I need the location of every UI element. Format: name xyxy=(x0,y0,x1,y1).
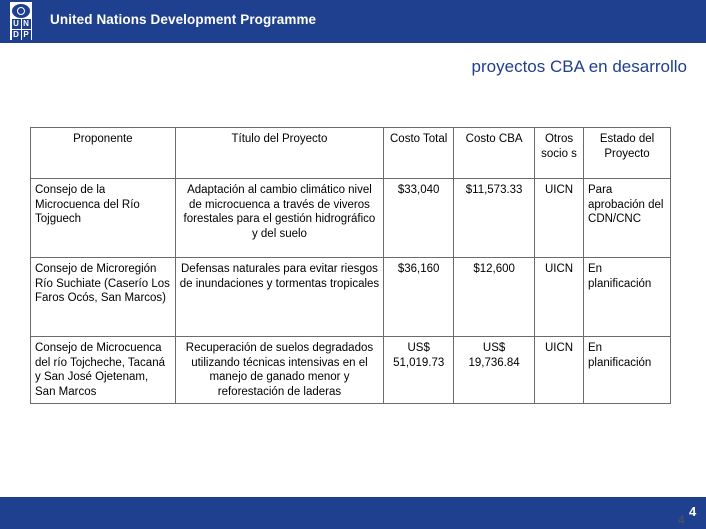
table-header-row xyxy=(31,128,671,179)
cell-titulo: Recuperación de suelos degradados utilizando técnicas intensivas en el manejo de ganado menor y reforestación de laderas xyxy=(175,337,383,404)
logo-letter: D xyxy=(13,30,19,39)
header-proponente: Proponente xyxy=(31,128,176,179)
page-number-shadow: 4 xyxy=(678,513,685,527)
cell-otros-socios: UICN xyxy=(535,258,584,337)
cell-otros-socios: UICN xyxy=(535,179,584,258)
logo-letter: U xyxy=(13,19,19,28)
cell-titulo: Defensas naturales para evitar riesgos de inundaciones y tormentas tropicales xyxy=(175,258,383,337)
un-emblem-icon xyxy=(12,4,30,18)
cell-estado: En planificación xyxy=(584,337,671,404)
undp-logo xyxy=(10,2,32,40)
header-estado: Estado del Proyecto xyxy=(584,128,671,179)
cell-costo-total: $36,160 xyxy=(384,258,454,337)
cell-costo-total: $33,040 xyxy=(384,179,454,258)
cell-costo-cba: US$ 19,736.84 xyxy=(454,337,535,404)
organization-name: United Nations Development Programme xyxy=(50,12,317,27)
header-costo-cba: Costo CBA xyxy=(454,128,535,179)
cell-proponente: Consejo de Microcuenca del río Tojcheche, Tacaná y San José Ojetenam, San Marcos xyxy=(31,337,176,404)
table-row xyxy=(31,337,671,404)
cell-costo-cba: $11,573.33 xyxy=(454,179,535,258)
header-bar xyxy=(0,0,706,43)
header-titulo: Título del Proyecto xyxy=(175,128,383,179)
cell-estado: En planificación xyxy=(584,258,671,337)
cell-costo-total: US$ 51,019.73 xyxy=(384,337,454,404)
table-row xyxy=(31,179,671,258)
cell-titulo: Adaptación al cambio climático nivel de microcuenca a través de viveros forestales para el gestión hidrográfico y del suelo xyxy=(175,179,383,258)
footer-bar xyxy=(0,497,706,529)
header-costo-total: Costo Total xyxy=(384,128,454,179)
table-row xyxy=(31,258,671,337)
logo-letter: P xyxy=(23,30,29,39)
page-number: 4 xyxy=(689,504,697,519)
cell-proponente: Consejo de Microregión Río Suchiate (Caserío Los Faros Ocós, San Marcos) xyxy=(31,258,176,337)
logo-letters xyxy=(11,19,31,40)
cell-costo-cba: $12,600 xyxy=(454,258,535,337)
cell-estado: Para aprobación del CDN/CNC xyxy=(584,179,671,258)
projects-table xyxy=(30,127,671,404)
logo-letter: N xyxy=(23,19,29,28)
slide-title: proyectos CBA en desarrollo xyxy=(471,57,687,76)
header-otros-socios: Otros socio s xyxy=(535,128,584,179)
cell-proponente: Consejo de la Microcuenca del Río Tojguech xyxy=(31,179,176,258)
cell-otros-socios: UICN xyxy=(535,337,584,404)
